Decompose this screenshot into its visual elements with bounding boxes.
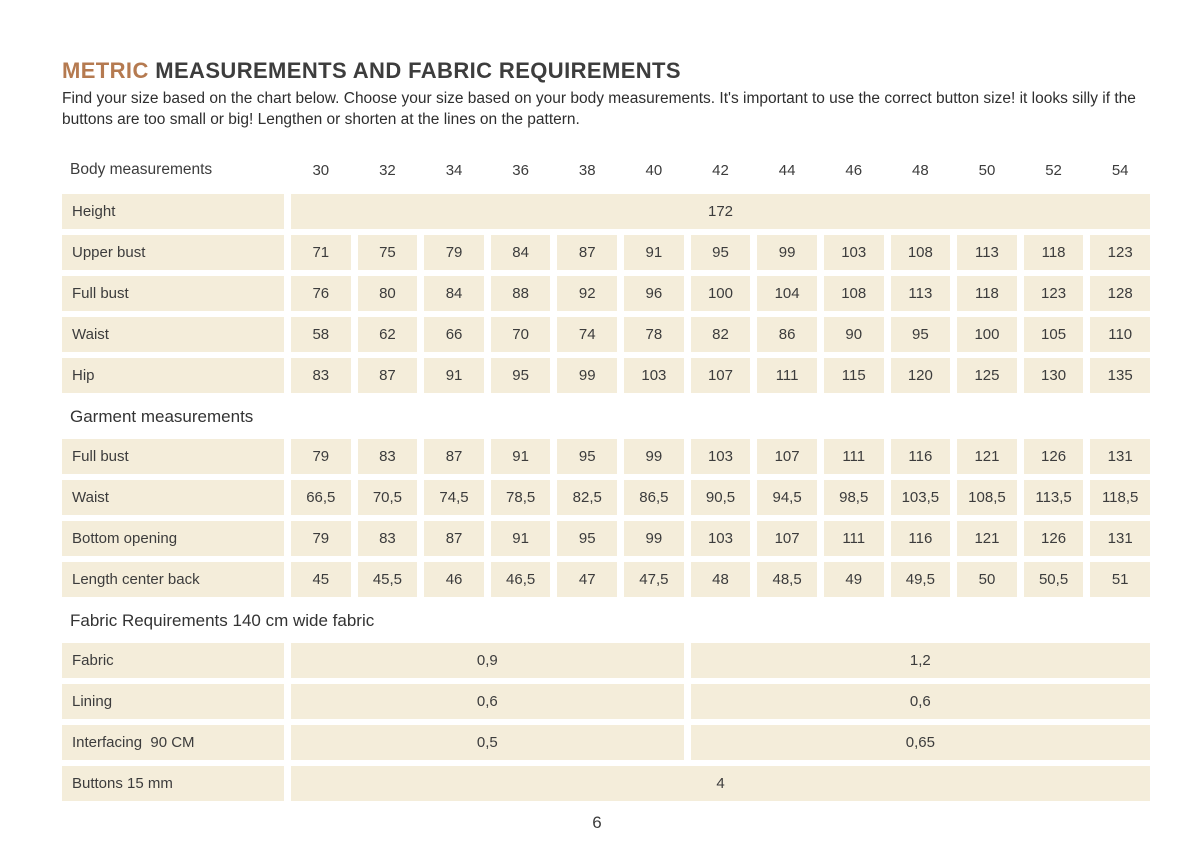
size-value-cell: 87 [424, 439, 484, 474]
size-value-cell: 94,5 [757, 480, 817, 515]
fabric-section-title: Fabric Requirements 140 cm wide fabric [70, 611, 375, 630]
size-column-header: 46 [845, 161, 863, 179]
size-value-cell: 46,5 [491, 562, 551, 597]
size-value-cell: 113,5 [1024, 480, 1084, 515]
size-value-cell: 108 [824, 276, 884, 311]
row-label: Hip [62, 358, 284, 393]
table-header-row [62, 154, 1150, 186]
size-value-cell: 118 [957, 276, 1017, 311]
size-value-cell: 91 [491, 521, 551, 556]
size-column-header: 32 [379, 161, 396, 179]
size-value-cell: 75 [358, 235, 418, 270]
row-label: Upper bust [62, 235, 284, 270]
size-value-cell: 79 [424, 235, 484, 270]
size-value-cell: 103 [691, 439, 751, 474]
size-value-cell: 74 [557, 317, 617, 352]
table-row-buttons [62, 766, 1150, 801]
size-value-cell: 83 [358, 439, 418, 474]
size-value-cell: 123 [1024, 276, 1084, 311]
page-title-rest: MEASUREMENTS AND FABRIC REQUIREMENTS [148, 58, 681, 83]
table-row-height [62, 194, 1150, 229]
lining-right-value-cell: 0,6 [691, 684, 1150, 719]
size-value-cell: 79 [291, 439, 351, 474]
size-value-cell: 83 [291, 358, 351, 393]
size-value-cell: 49,5 [891, 562, 951, 597]
size-value-cell: 87 [424, 521, 484, 556]
size-value-cell: 74,5 [424, 480, 484, 515]
size-value-cell: 105 [1024, 317, 1084, 352]
size-value-cell: 51 [1090, 562, 1150, 597]
table-row-waist [62, 317, 1150, 352]
table-row-garment-waist [62, 480, 1150, 515]
size-value-cell: 107 [691, 358, 751, 393]
size-column-header: 50 [978, 161, 996, 179]
size-value-cell: 103 [624, 358, 684, 393]
size-value-cell: 62 [358, 317, 418, 352]
size-column-header: 42 [712, 161, 729, 179]
size-value-cell: 99 [557, 358, 617, 393]
size-value-cell: 111 [824, 521, 884, 556]
size-value-cell: 78 [624, 317, 684, 352]
size-column-header: 52 [1045, 161, 1062, 179]
row-label: Bottom opening [62, 521, 284, 556]
size-value-cell: 82 [691, 317, 751, 352]
size-value-cell: 103,5 [891, 480, 951, 515]
size-value-cell: 121 [957, 521, 1017, 556]
row-label: Waist [62, 317, 284, 352]
size-value-cell: 76 [291, 276, 351, 311]
table-row-fabric [62, 643, 1150, 678]
size-value-cell: 66,5 [291, 480, 351, 515]
size-value-cell: 66 [424, 317, 484, 352]
height-span-value-cell: 172 [291, 194, 1150, 229]
size-value-cell: 108,5 [957, 480, 1017, 515]
size-value-cell: 116 [891, 521, 951, 556]
size-value-cell: 86 [757, 317, 817, 352]
size-value-cell: 83 [358, 521, 418, 556]
size-value-cell: 111 [824, 439, 884, 474]
intro-text: Find your size based on the chart below. Choose your size based on your body measurements. It's important to use the correct button size! it looks silly if the buttons are too small or big! Lengthen or shorten at the lines on the pattern. [62, 90, 1136, 128]
row-label: Fabric [62, 643, 284, 678]
size-value-cell: 131 [1090, 521, 1150, 556]
size-column-header: 54 [1111, 161, 1129, 179]
size-value-cell: 95 [691, 235, 751, 270]
size-value-cell: 91 [424, 358, 484, 393]
row-label: Full bust [62, 276, 284, 311]
size-value-cell: 49 [824, 562, 884, 597]
size-value-cell: 123 [1090, 235, 1150, 270]
size-column-header: 40 [645, 161, 663, 179]
page-content [62, 58, 1150, 833]
size-value-cell: 79 [291, 521, 351, 556]
size-value-cell: 131 [1090, 439, 1150, 474]
size-column-header: 30 [312, 161, 330, 179]
table-header-label: Body measurements [70, 161, 213, 178]
table-row-length-center-back [62, 562, 1150, 597]
size-value-cell: 58 [291, 317, 351, 352]
size-value-cell: 47,5 [624, 562, 684, 597]
table-row-interfacing [62, 725, 1150, 760]
row-label: Length center back [62, 562, 284, 597]
size-value-cell: 113 [957, 235, 1017, 270]
size-value-cell: 100 [957, 317, 1017, 352]
size-value-cell: 82,5 [557, 480, 617, 515]
size-value-cell: 48 [691, 562, 751, 597]
size-value-cell: 107 [757, 439, 817, 474]
size-value-cell: 107 [757, 521, 817, 556]
size-value-cell: 87 [557, 235, 617, 270]
size-value-cell: 113 [891, 276, 951, 311]
size-value-cell: 91 [491, 439, 551, 474]
table-row-upper-bust [62, 235, 1150, 270]
size-column-header: 44 [778, 161, 796, 179]
row-label: Lining [62, 684, 284, 719]
interfacing-right-value-cell: 0,65 [691, 725, 1150, 760]
size-value-cell: 78,5 [491, 480, 551, 515]
table-row-garment-full-bust [62, 439, 1150, 474]
size-value-cell: 84 [491, 235, 551, 270]
size-value-cell: 95 [891, 317, 951, 352]
size-value-cell: 90 [824, 317, 884, 352]
size-value-cell: 120 [891, 358, 951, 393]
page-title [62, 58, 1150, 84]
size-value-cell: 47 [557, 562, 617, 597]
size-value-cell: 48,5 [757, 562, 817, 597]
size-value-cell: 126 [1024, 521, 1084, 556]
size-value-cell: 99 [624, 439, 684, 474]
size-value-cell: 108 [891, 235, 951, 270]
row-label: Height [62, 194, 284, 229]
table-row-full-bust [62, 276, 1150, 311]
size-value-cell: 125 [957, 358, 1017, 393]
size-value-cell: 91 [624, 235, 684, 270]
size-value-cell: 111 [757, 358, 817, 393]
size-value-cell: 80 [358, 276, 418, 311]
size-value-cell: 92 [557, 276, 617, 311]
interfacing-left-value-cell: 0,5 [291, 725, 684, 760]
size-value-cell: 126 [1024, 439, 1084, 474]
fabric-left-value-cell: 0,9 [291, 643, 684, 678]
size-value-cell: 99 [624, 521, 684, 556]
size-value-cell: 103 [824, 235, 884, 270]
size-value-cell: 135 [1090, 358, 1150, 393]
size-value-cell: 70 [491, 317, 551, 352]
table-row-lining [62, 684, 1150, 719]
size-value-cell: 100 [691, 276, 751, 311]
size-column-header: 36 [512, 161, 529, 179]
row-label: Full bust [62, 439, 284, 474]
size-value-cell: 45 [291, 562, 351, 597]
size-value-cell: 104 [757, 276, 817, 311]
size-value-cell: 86,5 [624, 480, 684, 515]
size-value-cell: 87 [358, 358, 418, 393]
size-table [62, 154, 1150, 801]
size-value-cell: 98,5 [824, 480, 884, 515]
size-column-header: 48 [911, 161, 929, 179]
page-number: 6 [592, 813, 602, 832]
size-value-cell: 84 [424, 276, 484, 311]
lining-left-value-cell: 0,6 [291, 684, 684, 719]
size-value-cell: 110 [1090, 317, 1150, 352]
size-value-cell: 95 [491, 358, 551, 393]
size-value-cell: 128 [1090, 276, 1150, 311]
size-column-header: 38 [578, 161, 596, 179]
row-label: Interfacing 90 CM [62, 725, 284, 760]
size-value-cell: 103 [691, 521, 751, 556]
size-value-cell: 71 [291, 235, 351, 270]
size-value-cell: 95 [557, 521, 617, 556]
size-value-cell: 46 [424, 562, 484, 597]
size-value-cell: 99 [757, 235, 817, 270]
size-value-cell: 121 [957, 439, 1017, 474]
table-row-bottom-opening [62, 521, 1150, 556]
size-value-cell: 95 [557, 439, 617, 474]
table-row-hip [62, 358, 1150, 393]
size-value-cell: 50 [957, 562, 1017, 597]
garment-section-title: Garment measurements [70, 407, 254, 426]
size-value-cell: 90,5 [691, 480, 751, 515]
size-value-cell: 70,5 [358, 480, 418, 515]
buttons-span-value-cell: 4 [291, 766, 1150, 801]
size-value-cell: 50,5 [1024, 562, 1084, 597]
page-title-accent: METRIC [62, 58, 149, 83]
size-value-cell: 115 [824, 358, 884, 393]
size-value-cell: 88 [491, 276, 551, 311]
size-value-cell: 96 [624, 276, 684, 311]
size-value-cell: 130 [1024, 358, 1084, 393]
size-value-cell: 45,5 [358, 562, 418, 597]
fabric-right-value-cell: 1,2 [691, 643, 1150, 678]
size-value-cell: 118,5 [1090, 480, 1150, 515]
size-value-cell: 118 [1024, 235, 1084, 270]
size-value-cell: 116 [891, 439, 951, 474]
row-label: Buttons 15 mm [62, 766, 284, 801]
size-column-header: 34 [445, 161, 463, 179]
row-label: Waist [62, 480, 284, 515]
